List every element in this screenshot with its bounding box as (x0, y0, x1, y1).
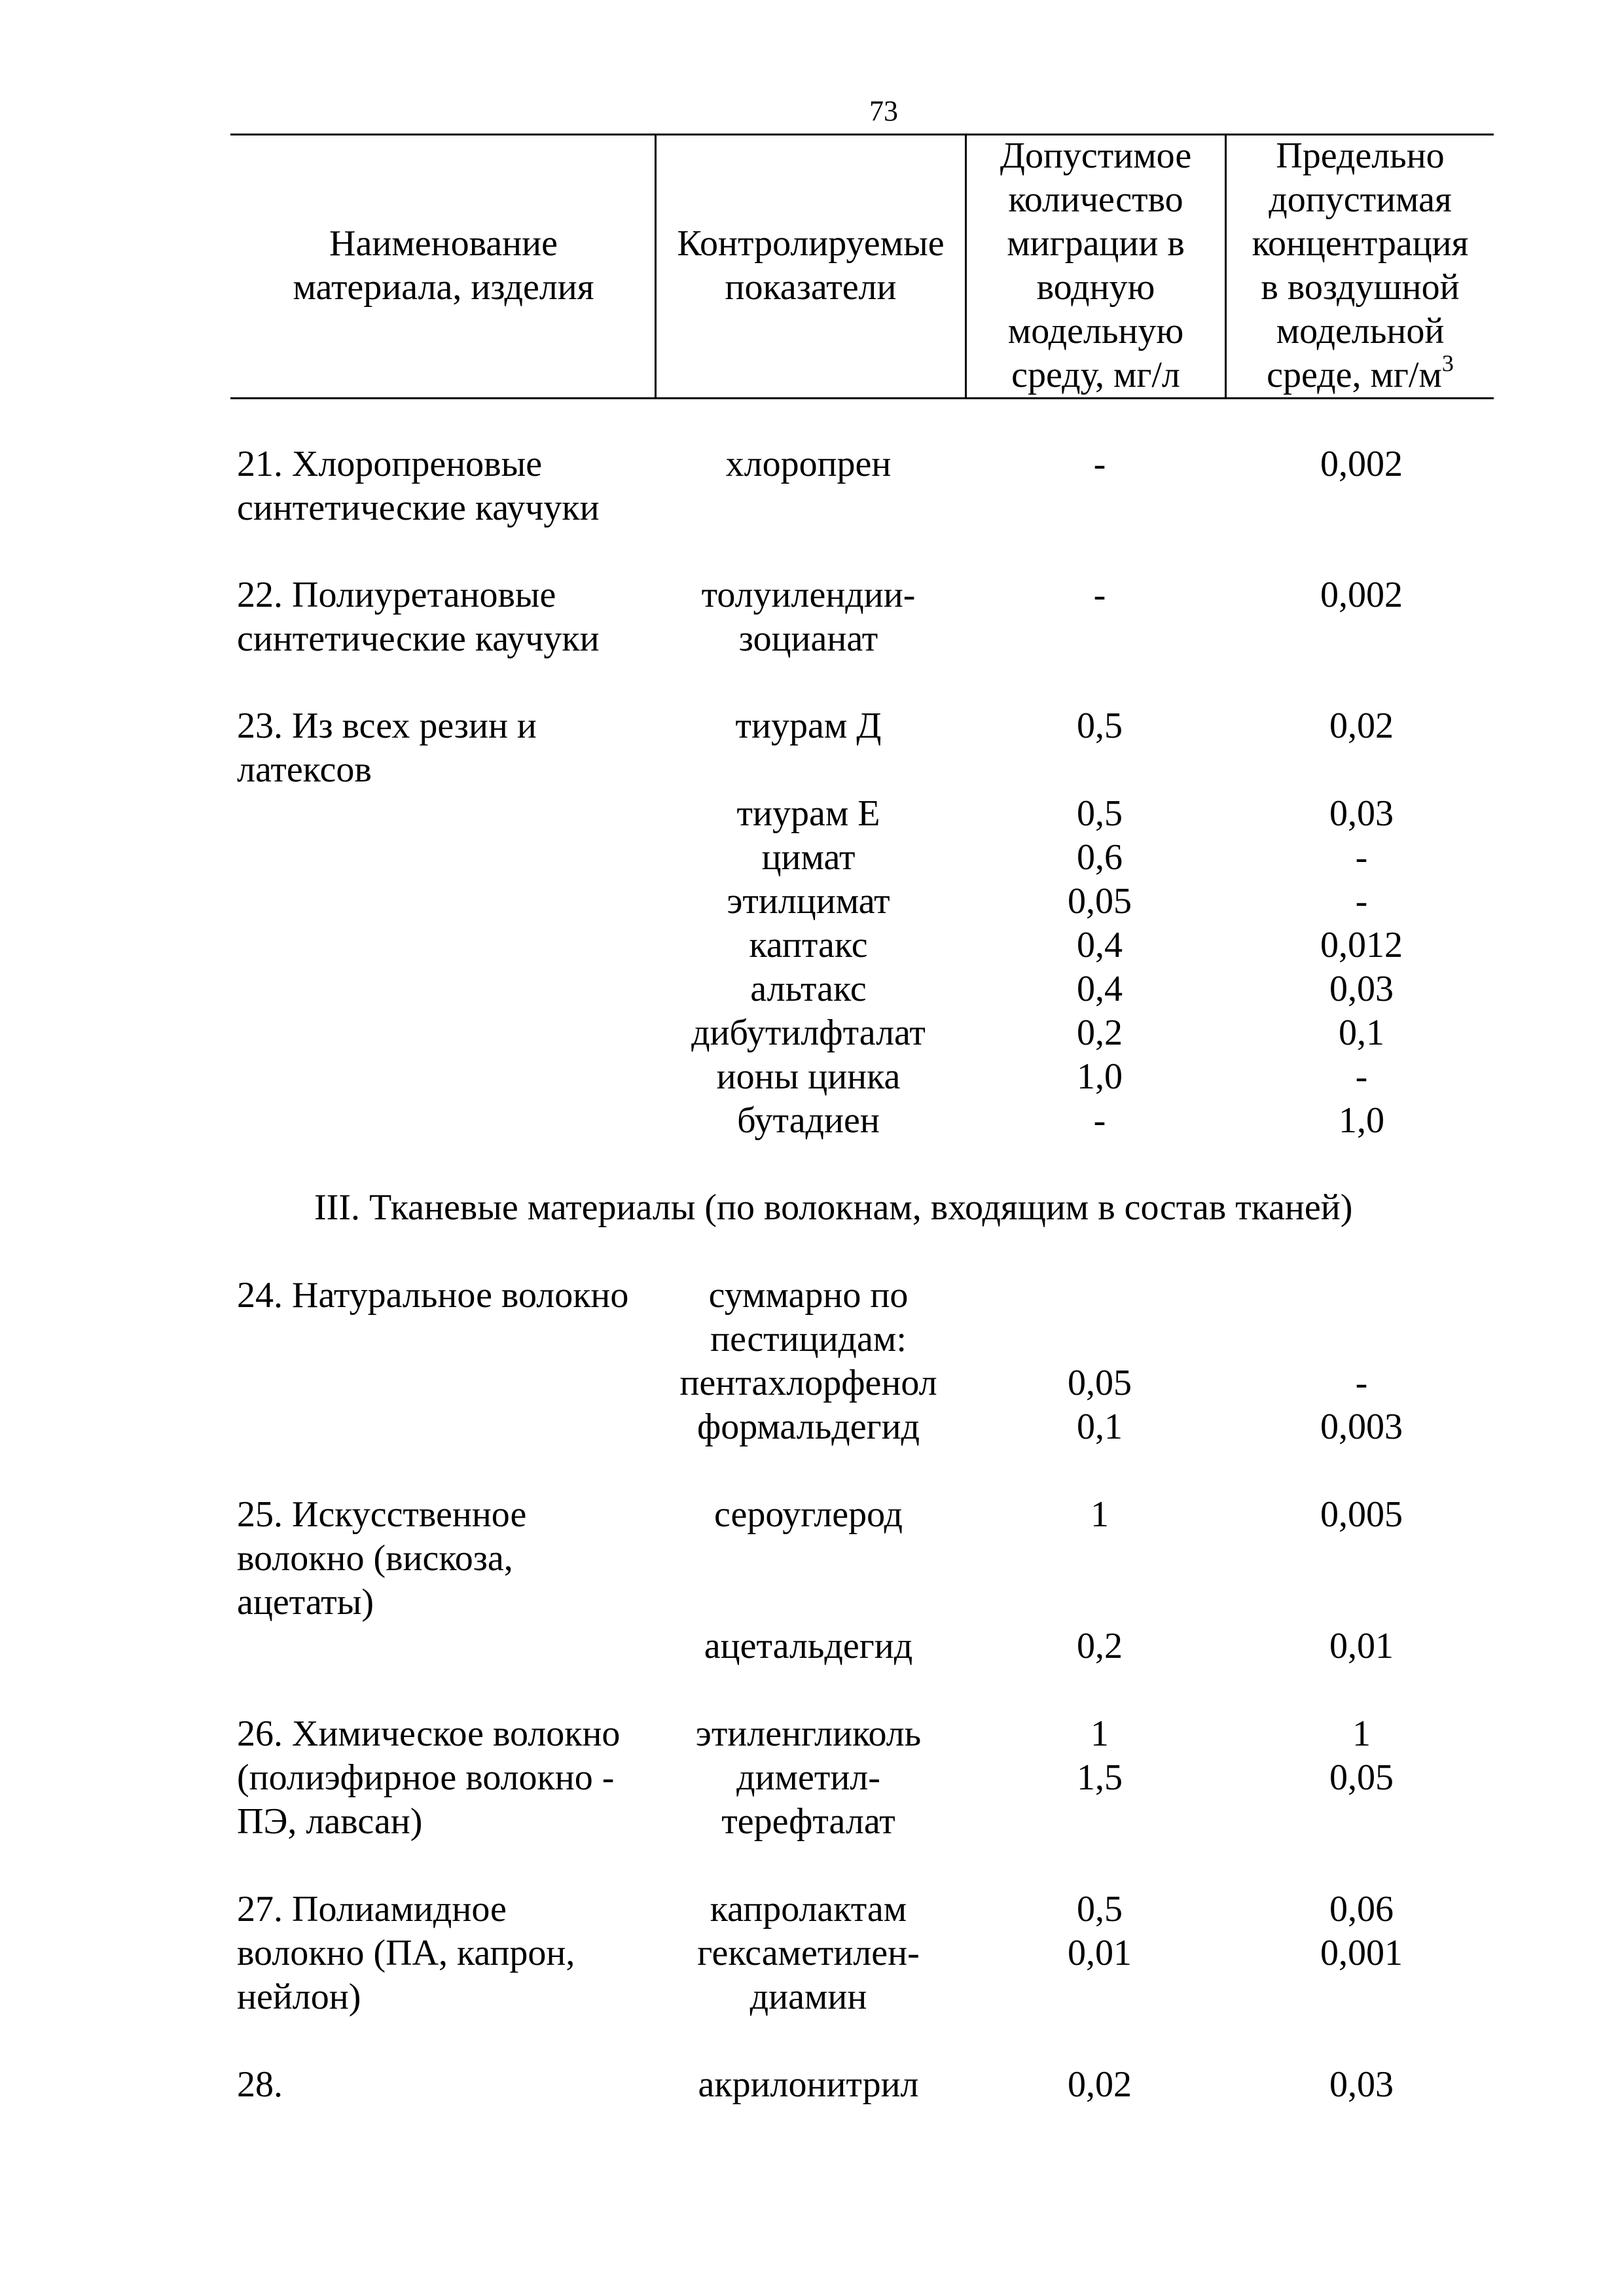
row-21-indicator: хлоропрен (725, 444, 892, 484)
row-27-air-2: 0,001 (1320, 1933, 1403, 1973)
table-header-bottom-rule (230, 397, 1494, 399)
row-23-indicator-3: цимат (761, 837, 856, 878)
row-27-indicator-3: диамин (749, 1977, 867, 2017)
row-23-air-2: 0,03 (1329, 793, 1394, 834)
row-23-indicator-4: этилцимат (727, 881, 890, 922)
row-24-water-2: 0,1 (1077, 1407, 1123, 1447)
row-26-air-2: 0,05 (1329, 1757, 1394, 1798)
row-23-indicator-8: ионы цинка (716, 1056, 901, 1097)
row-24-name: 24. Натуральное волокно (237, 1275, 629, 1316)
row-25-water-2: 0,2 (1077, 1626, 1123, 1666)
row-27-water-1: 0,5 (1077, 1889, 1123, 1929)
row-26-name: 26. Химическое волокно (полиэфирное волокно - ПЭ, лавсан) (237, 1713, 621, 1842)
row-21-water: - (1093, 444, 1106, 484)
header-air-concentration: Предельно допустимая концентрация в воздушной модельной среде, $мг/м^3$ (1252, 135, 1469, 395)
row-27-name: 27. Полиамидное волокно (ПА, капрон, нейлон) (237, 1889, 575, 2017)
row-23-indicator-9: бутадиен (737, 1100, 880, 1141)
row-22-indicator: толуилендии- зоцианат (701, 575, 916, 659)
section-3-title: III. Тканевые материалы (по волокнам, входящим в состав тканей) (314, 1187, 1353, 1228)
row-23-air-7: 0,1 (1339, 1013, 1384, 1053)
row-23-indicator-1: тиурам Д (735, 706, 882, 746)
row-27-water-2: 0,01 (1068, 1933, 1132, 1973)
row-25-indicator-1: сероуглерод (713, 1494, 903, 1535)
page-number: 73 (869, 95, 898, 127)
row-23-indicator-6: альтакс (750, 969, 867, 1009)
header-water-migration: Допустимое количество миграции в водную модельную среду, мг/л (1000, 135, 1192, 395)
row-23-water-9: - (1093, 1100, 1106, 1141)
row-23-indicator-5: каптакс (749, 925, 868, 965)
row-25-air-2: 0,01 (1329, 1626, 1394, 1666)
row-23-water-5: 0,4 (1077, 925, 1123, 965)
row-26-water-1: 1 (1091, 1713, 1109, 1754)
row-23-water-6: 0,4 (1077, 969, 1123, 1009)
row-23-air-5: 0,012 (1320, 925, 1403, 965)
row-26-water-2: 1,5 (1077, 1757, 1123, 1798)
row-26-indicator-2: диметил- (736, 1757, 880, 1798)
row-25-water-1: 1 (1091, 1494, 1109, 1535)
row-23-water-2: 0,5 (1077, 793, 1123, 834)
row-23-air-4: - (1355, 881, 1368, 922)
row-23-water-7: 0,2 (1077, 1013, 1123, 1053)
row-23-water-3: 0,6 (1077, 837, 1123, 878)
row-24-indicator-1: пентахлорфенол (679, 1363, 937, 1403)
row-23-air-9: 1,0 (1339, 1100, 1384, 1141)
row-24-water-1: 0,05 (1068, 1363, 1132, 1403)
row-21-air: 0,002 (1320, 444, 1403, 484)
row-21-name: 21. Хлоропреновые синтетические каучуки (237, 444, 600, 528)
row-26-indicator-1: этиленгликоль (695, 1713, 922, 1754)
header-material-name: Наименование материала, изделия (293, 223, 594, 308)
row-26-air-1: 1 (1352, 1713, 1371, 1754)
superscript: 3 (1441, 350, 1454, 376)
row-23-name: 23. Из всех резин и латексов (237, 706, 537, 790)
row-28-air: 0,03 (1329, 2064, 1394, 2105)
row-27-indicator-2: гексаметилен- (697, 1933, 920, 1973)
row-26-indicator-3: терефталат (721, 1801, 895, 1842)
row-25-air-1: 0,005 (1320, 1494, 1403, 1535)
row-25-indicator-2: ацетальдегид (704, 1626, 913, 1666)
row-28-indicator: акрилонитрил (698, 2064, 919, 2105)
row-22-air: 0,002 (1320, 575, 1403, 615)
row-23-indicator-2: тиурам Е (736, 793, 880, 834)
row-23-water-1: 0,5 (1077, 706, 1123, 746)
row-23-water-8: 1,0 (1077, 1056, 1123, 1097)
row-23-air-8: - (1355, 1056, 1368, 1097)
row-23-water-4: 0,05 (1068, 881, 1132, 922)
row-23-air-3: - (1355, 837, 1368, 878)
row-23-air-1: 0,02 (1329, 706, 1394, 746)
row-24-air-2: 0,003 (1320, 1407, 1403, 1447)
header-indicators: Контролируемые показатели (677, 223, 945, 308)
row-23-indicator-7: дибутилфталат (691, 1013, 926, 1053)
row-24-indicator-2: формальдегид (696, 1407, 920, 1447)
row-24-indicator-head: суммарно по пестицидам: (708, 1275, 909, 1359)
row-22-name: 22. Полиуретановые синтетические каучуки (237, 575, 600, 659)
row-28-name: 28. (237, 2064, 283, 2105)
row-23-air-6: 0,03 (1329, 969, 1394, 1009)
row-22-water: - (1093, 575, 1106, 615)
row-28-water: 0,02 (1068, 2064, 1132, 2105)
row-27-indicator-1: капролактам (710, 1889, 907, 1929)
row-27-air-1: 0,06 (1329, 1889, 1394, 1929)
row-25-name: 25. Искусственное волокно (вискоза, ацетаты) (237, 1494, 527, 1623)
row-24-air-1: - (1355, 1363, 1368, 1403)
